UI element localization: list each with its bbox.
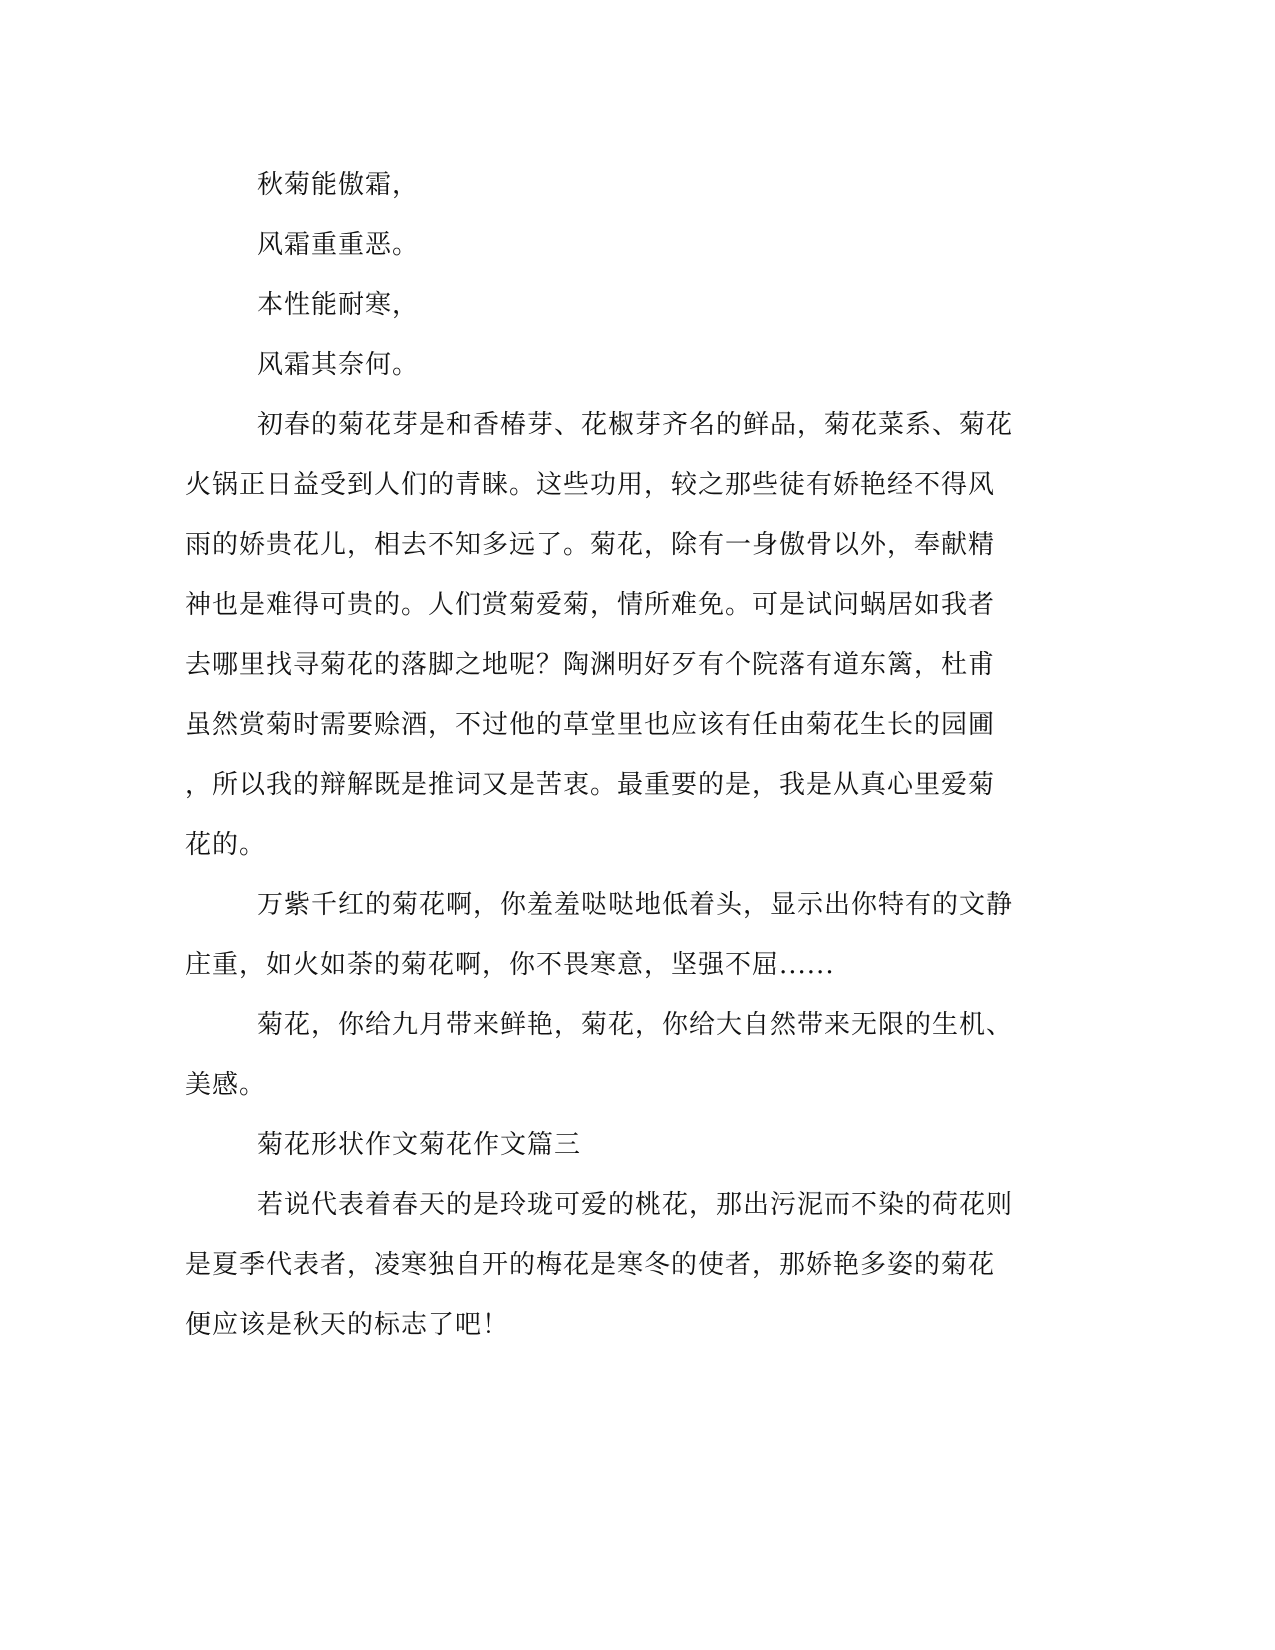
paragraph-seasons [185,1175,1045,1355]
text-line: 雨的娇贵花儿，相去不知多远了。菊花，除有一身傲骨以外，奉献精 [185,530,996,560]
paragraph-chrysanthemum-virtues [185,395,1045,875]
paragraph-september [185,995,1045,1115]
section-heading: 菊花形状作文菊花作文篇三 [257,1130,582,1160]
text-line: 火锅正日益受到人们的青睐。这些功用，较之那些徒有娇艳经不得风 [185,470,996,500]
poem [185,155,1045,395]
poem-line: 风霜其奈何。 [257,350,420,380]
text-line: 若说代表着春天的是玲珑可爱的桃花，那出污泥而不染的荷花则 [257,1190,1014,1220]
text-line: 神也是难得可贵的。人们赏菊爱菊，情所难免。可是试问蜗居如我者 [185,590,996,620]
text-line: 去哪里找寻菊花的落脚之地呢？陶渊明好歹有个院落有道东篱，杜甫 [185,650,996,680]
text-line: 庄重，如火如荼的菊花啊，你不畏寒意，坚强不屈...... [185,950,835,980]
text-line: 是夏季代表者，凌寒独自开的梅花是寒冬的使者，那娇艳多姿的菊花 [185,1250,996,1280]
text-line: 初春的菊花芽是和香椿芽、花椒芽齐名的鲜品，菊花菜系、菊花 [257,410,1014,440]
document-body [185,155,1045,1355]
paragraph-colorful-chrysanthemum [185,875,1045,995]
text-line: 虽然赏菊时需要赊酒，不过他的草堂里也应该有任由菊花生长的园圃 [185,710,996,740]
poem-line: 秋菊能傲霜， [257,170,420,200]
text-line: 万紫千红的菊花啊，你羞羞哒哒地低着头，显示出你特有的文静 [257,890,1014,920]
poem-line: 本性能耐寒， [257,290,420,320]
text-line: 花的。 [185,830,267,860]
text-line: 美感。 [185,1070,267,1100]
text-line: 菊花，你给九月带来鲜艳，菊花，你给大自然带来无限的生机、 [257,1010,1014,1040]
text-line: ，所以我的辩解既是推词又是苦衷。最重要的是，我是从真心里爱菊 [185,770,996,800]
poem-line: 风霜重重恶。 [257,230,420,260]
text-line: 便应该是秋天的标志了吧！ [185,1310,510,1340]
